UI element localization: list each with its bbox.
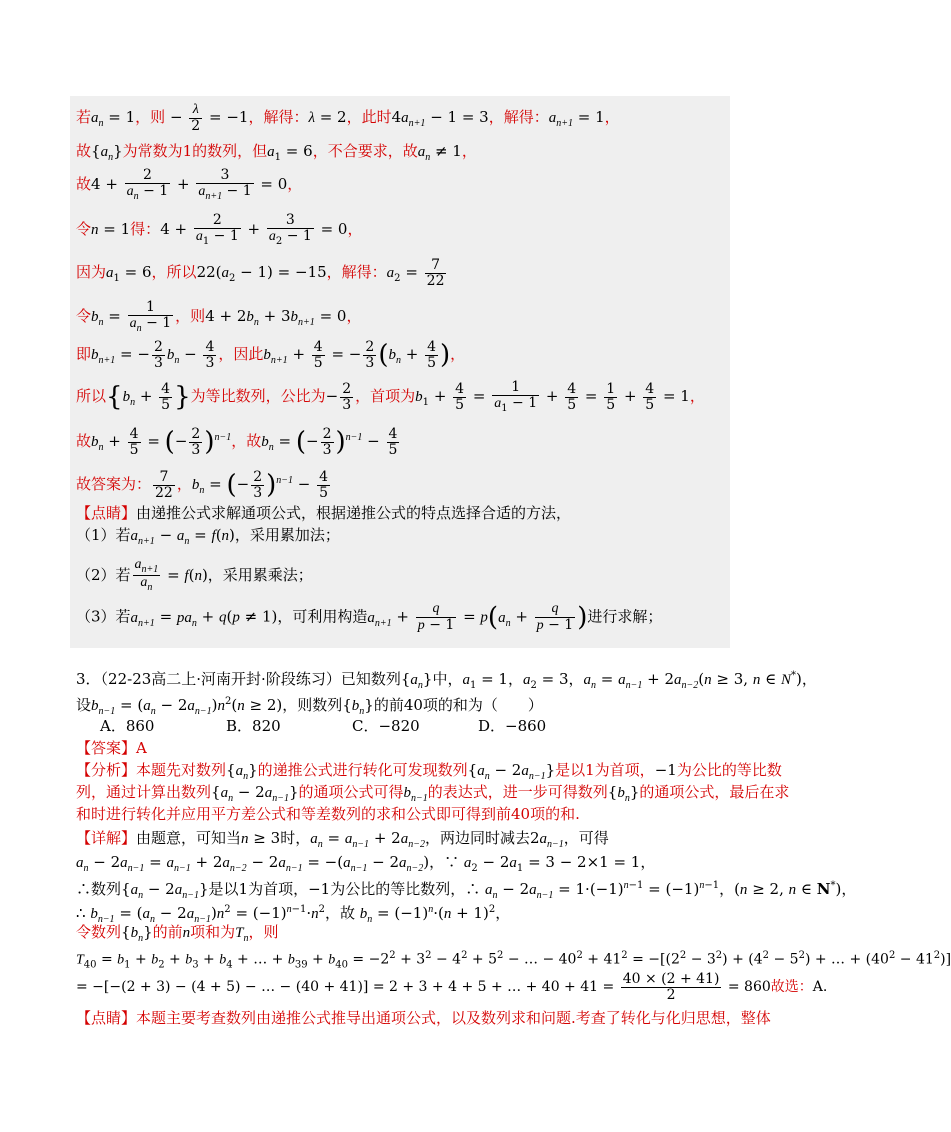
panel-line-10: 故答案为： $\frac{7}{22}$ ，$b_n$ = (− $\frac{2}{3}$ )$^{n-1}$ − $\frac{4}{5}$ [76,469,329,501]
answer-value: A [136,739,147,757]
text: 是以1为首项， [208,880,309,898]
text: 由题意，可知当 [136,829,242,847]
panel-line-5: 因为$a_1 = 6$，所以$22(a_2 - 1) = -15$，解得：$a_2$ = $\frac{7}{22}$ [76,257,445,289]
panel-line-4: 令n = 1得：4 + $\frac{2}{a_1 - 1}$ + $\frac{3}{a_2 - 1}$ = 0， [76,212,363,247]
panel-method-3: （3）若$a_{n+1} = pa_n + q(p \ne 1)$，可利用构造$a_{n+1}$ + $\frac{q}{p - 1}$ = $p(a_n$ + $\frac{q}{p - 1}$ )进行求解； [76,601,663,633]
text: 故 [76,142,92,160]
question-number: 3． [76,670,101,688]
text: ，此时 [346,108,392,127]
option-b[interactable]: B．820 [226,717,281,735]
option-c[interactable] [352,716,478,736]
text: 为等比数列，公比为 [190,387,326,405]
text: ，解得： [488,108,549,127]
question-line-2: 设$b_{n-1} = (a_n - 2a_{n-1})n^2(n \ge 2)$，则数列$\{b_n\}$的前40项的和为（ ） [76,696,543,717]
text: 因为 [76,263,107,282]
text: ，则 [135,108,166,127]
text: 为公比的等比数 [676,761,782,779]
tag: 【点睛】 [76,504,137,522]
text: 和时进行转化并应用平方差公式和等差数列的求和公式即可得到前40项的和. [76,805,580,823]
text: 故 [76,432,92,451]
question-source: （22-23高二上·河南开封·阶段练习） [100,670,341,688]
text: ，首项为 [355,387,416,405]
text: 为常数为1的数列，但 [122,142,268,160]
text: ，两边同时减去 [424,829,530,847]
panel-method-1: （1）若$a_{n+1} - a_n = f(n)$，采用累加法； [76,526,340,547]
text: ，采用累乘法； [207,565,313,584]
detail-line-3: ∴数列$\{a_n - 2a_{n-1}\}$是以1为首项，−1为公比的等比数列，∴ $a_n - 2a_{n-1} = 1\cdot(-1)^{n-1} = (-1)^{n-1}$，(n ≥ 2, n ∈ N*)， [76,880,857,901]
text: ，则数列 [282,696,343,714]
text: 设 [76,696,92,714]
text: 进行求解； [587,607,663,626]
detail-line-1: 【详解】由题意，可知当n ≥ 3时，$a_n = a_{n-1} + 2a_{n-2}$，两边同时减去$2a_{n-1}$，可得 [76,829,609,850]
panel-method-2: （2）若 $\frac{a_{n+1}}{a_n}$ = f(n)，采用累乘法； [76,557,313,594]
text: ，所以 [151,263,197,282]
remark-tag: 【点睛】 [76,1009,137,1027]
option-d[interactable] [478,717,546,735]
text: 令 [76,220,92,238]
panel-line-3: 故4 + $\frac{2}{a_n - 1}$ + $\frac{3}{a_{n+1} - 1}$ = 0， [76,167,303,202]
text: 的递推公式进行转化可发现数列 [257,761,468,779]
detail-tag: 【详解】 [76,829,137,847]
text: 令数列 [76,923,122,941]
text: 是以1为首项， [555,761,655,779]
text: 的表达式，进一步可得数列 [427,783,608,801]
panel-line-8: 所以{$b_n$ + $\frac{4}{5}$ }为等比数列，公比为− $\frac{2}{3}$ ，首项为$b_1$ + $\frac{4}{5}$ = $\frac{1}{a_1 - 1}$ + $\frac{4}{5}$ = $\frac{1}{5}$ + $\frac{4}{5}$ = 1， [76,379,705,414]
analysis-tag: 【分析】 [76,761,137,779]
text: ，则 [175,307,206,325]
final-remark [76,1008,771,1028]
text: D． [478,717,506,735]
question-line-1: 3．（22-23高二上·河南开封·阶段练习）已知数列$\{a_n\}$中，$a_1 = 1$，$a_2 = 3$，$a_n = a_{n-1} + 2a_{n-2}(n \ge 3$, n ∈ N*)， [76,670,817,691]
text: 即 [76,345,92,364]
text: （1）若 [76,526,131,544]
text: −860 [505,717,547,735]
panel-line-2: 故$\{a_n\}$为常数为1的数列，但$a_1 = 6$，不合要求，故$a_n \ne 1$， [76,142,477,163]
text: ，则 [248,923,279,941]
analysis-line-2: 列，通过计算出数列$\{a_n - 2a_{n-1}\}$的通项公式可得$b_{n-1}$的表达式，进一步可得数列$\{b_n\}$的通项公式，最后在求 [76,783,790,804]
answer-line [76,738,147,758]
panel-line-6: 令$b_n$ = $\frac{1}{a_n - 1}$ ，则$4 + 2b_n + 3b_{n+1} = 0$， [76,299,362,334]
text: A [812,979,823,996]
text: 数列 [91,880,122,898]
answer-tag: 【答案】 [76,739,137,757]
panel-line-9: 故$b_n$ + $\frac{4}{5}$ = (− $\frac{2}{3}$ )$^{n-1}$，故$b_n$ = (− $\frac{2}{3}$ )$^{n-1}$ − $\frac{4}{5}$ [76,426,398,458]
text: （2）若 [76,565,131,584]
text: 中， [432,670,463,688]
panel-line-1: 若$a_n = 1$，则 − $\frac{\lambda}{2}$ = −1，解得：λ = 2，此时$4a_{n+1} - 1 = 3$，解得：$a_{n+1} = 1$， [76,102,620,134]
text: ，可利用构造 [277,607,368,626]
text: 所以 [76,387,107,405]
text: （3）若 [76,607,131,626]
panel-dianjing [76,502,571,524]
text: 由递推公式求解通项公式，根据递推公式的特点选择合适的方法， [136,504,572,522]
text: 得： [130,220,161,238]
text: 的通项公式可得 [298,783,404,801]
text: −820 [378,717,420,735]
detail-line-5: 令数列$\{b_n\}$的前n项和为$T_n$，则 [76,923,279,944]
text: ，解得： [326,263,387,282]
detail-line-7: = −[−(2 + 3) − (4 + 5) − … − (40 + 41)] = 2 + 3 + 4 + 5 + … + 40 + 41 = $\frac{40 \times (2 + 41)}{2}$ = 860故选：A. [76,971,828,1003]
text: 故答案为： [76,475,152,494]
text: 本题主要考查数列由递推公式推导出通项公式，以及数列求和问题.考查了转化与化归思想，整体 [136,1009,771,1027]
text: 时， [280,829,311,847]
detail-line-2: $a_n - 2a_{n-1} = a_{n-1} + 2a_{n-2} - 2a_{n-1} = -(a_{n-1} - 2a_{n-2})$，∵ $a_2 - 2a_1 = 3 - 2\times 1 = 1$， [76,853,656,874]
text: 项和为 [190,923,236,941]
text: 若 [76,108,92,127]
option-a[interactable]: A．860 [100,717,155,735]
text: ，可得 [563,829,609,847]
text: 已知数列 [340,670,401,688]
analysis-line-3 [76,804,580,824]
text: 故选： [770,979,813,996]
text: 故 [76,175,92,193]
text: ，故 [231,432,262,451]
panel-line-7: 即$b_{n+1}$ = − $\frac{2}{3}$ $b_n$ − $\frac{4}{3}$ ，因此$b_{n+1}$ + $\frac{4}{5}$ = − $\frac{2}{3}$ ($b_n$ + $\frac{4}{5}$ )， [76,339,466,371]
text: 本题先对数列 [136,761,227,779]
text: 的通项公式，最后在求 [639,783,790,801]
analysis-line-1: 【分析】本题先对数列$\{a_n\}$的递推公式进行转化可发现数列$\{a_n - 2a_{n-1}\}$是以1为首项，−1为公比的等比数 [76,761,782,782]
text: ，解得： [248,108,309,127]
detail-line-4: ∴ $b_{n-1} = (a_n - 2a_{n-1})n^2 = (-1)^{n-1}\cdot n^2$，故 $b_n = (-1)^n\cdot(n + 1)^2$， [76,904,511,925]
text: 的前40项的和为（ ） [373,696,543,714]
text: ，不合要求，故 [312,142,418,160]
detail-line-6: $T_{40} = b_1 + b_2 + b_3 + b_4$ + … + $b_{39} + b_{40} = -2^2 + 3^2 - 4^2 + 5^2$ − … − $40^2 + 41^2 = -[(2^2 - 3^2) + (4^2 - 5^2)$ + … + $(40^2 - 41^2)$] [76,950,951,971]
text: 为公比的等比数列， [330,880,466,898]
text: ，采用累加法； [234,526,340,544]
text: ，因此 [218,345,264,364]
text: C． [352,717,379,735]
text: 令 [76,307,92,325]
question-options [100,716,546,736]
text: 列，通过计算出数列 [76,783,212,801]
text: 的前 [152,923,183,941]
